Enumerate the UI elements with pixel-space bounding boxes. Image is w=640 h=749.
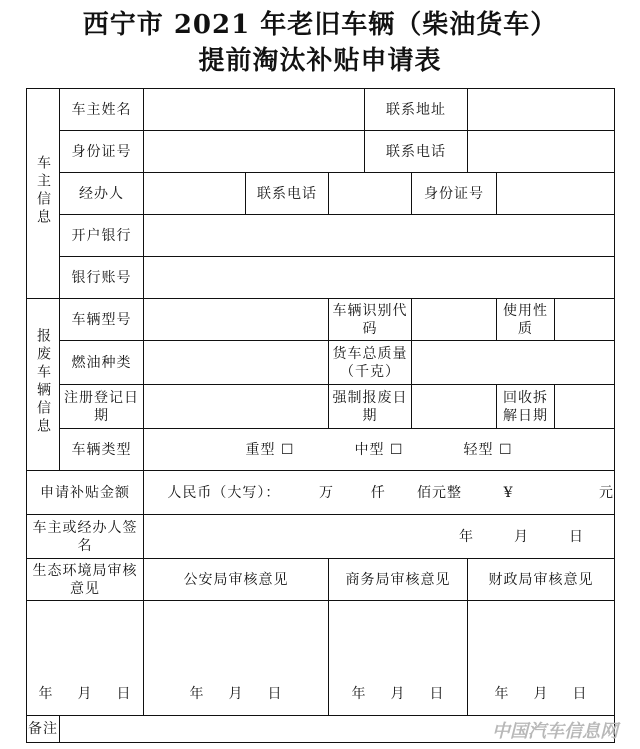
light-checkbox[interactable]: 轻型 ☐	[463, 441, 513, 458]
yen-sign: ¥	[503, 484, 514, 501]
signature-day: 日	[569, 528, 584, 545]
medium-checkbox[interactable]: 中型 ☐	[354, 441, 404, 458]
bank-label: 开户银行	[60, 215, 144, 257]
model-label: 车辆型号	[60, 299, 144, 341]
recycle-date-label: 回收拆解日期	[497, 385, 555, 429]
bank-field[interactable]	[144, 215, 615, 257]
owner-name-label: 车主姓名	[60, 89, 144, 131]
usage-label: 使用性质	[497, 299, 555, 341]
police-review-field[interactable]: 年 月 日	[144, 601, 329, 716]
rmb-caps-label: 人民币（大写）：	[167, 484, 281, 501]
recycle-date-field[interactable]	[555, 385, 615, 429]
agent-phone-label: 联系电话	[246, 173, 329, 215]
owner-name-field[interactable]	[144, 89, 365, 131]
model-field[interactable]	[144, 299, 329, 341]
finance-review-field[interactable]: 年 月 日	[468, 601, 615, 716]
reg-date-field[interactable]	[144, 385, 329, 429]
account-field[interactable]	[144, 257, 615, 299]
amount-field[interactable]	[144, 471, 615, 515]
signature-label: 车主或经办人签 名	[27, 515, 144, 559]
form-title-line1: 西宁市 2021 年老旧车辆（柴油货车）	[82, 10, 558, 40]
form-title-line2: 提前淘汰补贴申请表	[198, 46, 442, 76]
finance-review-label: 财政局审核意见	[468, 559, 615, 601]
agent-field[interactable]	[144, 173, 246, 215]
subsidy-application-form	[26, 88, 615, 743]
fuel-label: 燃油种类	[60, 341, 144, 385]
owner-phone-label: 联系电话	[365, 131, 468, 173]
heavy-checkbox[interactable]: 重型 ☐	[245, 441, 295, 458]
force-scrap-label: 强制报废日期	[329, 385, 412, 429]
fuel-field[interactable]	[144, 341, 329, 385]
eco-review-field[interactable]: 年 月 日	[27, 601, 144, 716]
owner-id-label: 身份证号	[60, 131, 144, 173]
agent-label: 经办人	[60, 173, 144, 215]
bai-yuan-label: 佰元整	[417, 484, 463, 501]
amount-label: 申请补贴金额	[27, 471, 144, 515]
police-review-label: 公安局审核意见	[144, 559, 329, 601]
agent-id-field[interactable]	[497, 173, 615, 215]
vin-label: 车辆识别代码	[329, 299, 412, 341]
eco-review-label: 生态环境局审核意见	[27, 559, 144, 601]
account-label: 银行账号	[60, 257, 144, 299]
owner-id-field[interactable]	[144, 131, 365, 173]
agent-id-label: 身份证号	[412, 173, 497, 215]
vin-field[interactable]	[412, 299, 497, 341]
commerce-review-field[interactable]: 年 月 日	[329, 601, 468, 716]
agent-phone-field[interactable]	[329, 173, 412, 215]
usage-field[interactable]	[555, 299, 615, 341]
vehicle-type-label: 车辆类型	[60, 429, 144, 471]
signature-year: 年	[459, 528, 474, 545]
owner-phone-field[interactable]	[468, 131, 615, 173]
vehicle-type-options	[144, 429, 615, 471]
vehicle-section-label: 报废车辆信息	[27, 299, 60, 471]
commerce-review-label: 商务局审核意见	[329, 559, 468, 601]
address-label: 联系地址	[365, 89, 468, 131]
qian-label: 仟	[370, 484, 386, 501]
wan-label: 万	[318, 484, 334, 501]
yuan-label: 元	[599, 484, 615, 501]
signature-month: 月	[514, 528, 529, 545]
remarks-label: 备注	[27, 716, 60, 743]
gross-mass-label: 货车总质量（千克）	[329, 341, 412, 385]
force-scrap-field[interactable]	[412, 385, 497, 429]
address-field[interactable]	[468, 89, 615, 131]
reg-date-label: 注册登记日期	[60, 385, 144, 429]
signature-field[interactable]	[144, 515, 615, 559]
owner-section-label: 车主信息	[27, 89, 60, 299]
gross-mass-field[interactable]	[412, 341, 615, 385]
site-watermark: 中国汽车信息网	[492, 721, 618, 742]
